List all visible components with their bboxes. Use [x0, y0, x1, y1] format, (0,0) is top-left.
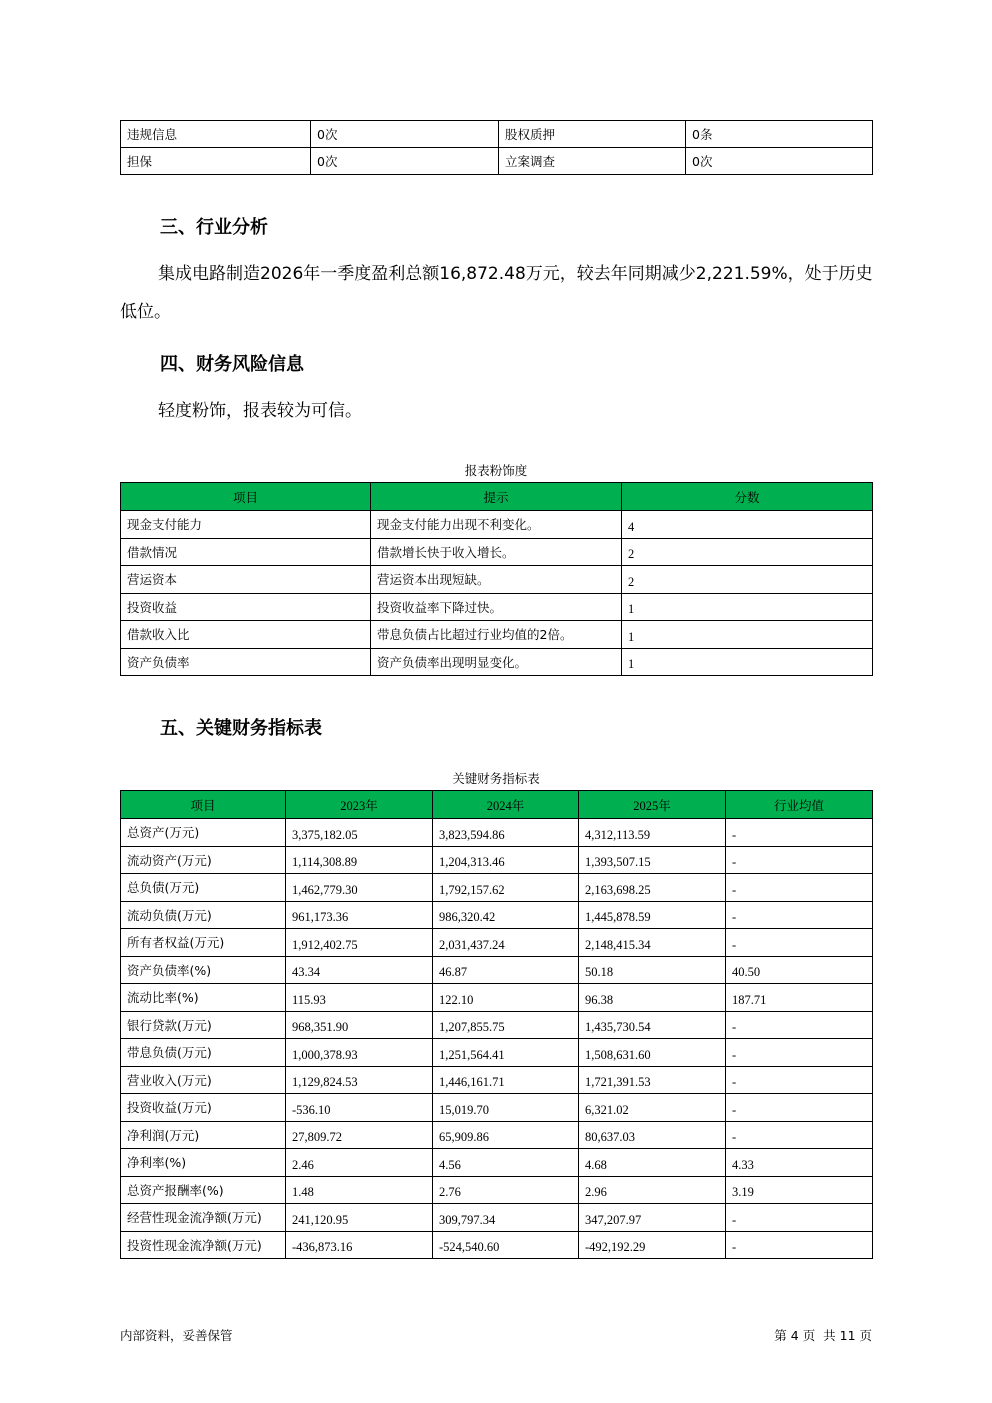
indicator-name-cell: 资产负债率(%)	[121, 956, 286, 984]
risk-value-cell: 0次	[311, 148, 499, 175]
indicator-name-cell: 经营性现金流净额(万元)	[121, 1204, 286, 1232]
table-row	[121, 956, 873, 984]
indicator-value-cell: 1,721,391.53	[579, 1066, 726, 1094]
table-row	[121, 538, 873, 566]
indicator-value-cell: 1,207,855.75	[433, 1011, 579, 1039]
indicator-name-cell: 总负债(万元)	[121, 874, 286, 902]
risk-value-cell: 0次	[686, 148, 873, 175]
table-row	[121, 1121, 873, 1149]
table-row	[121, 648, 873, 676]
indicator-value-cell: 4.33	[726, 1149, 873, 1177]
column-header: 2023年	[286, 791, 433, 819]
indicator-value-cell: 1,462,779.30	[286, 874, 433, 902]
indicator-value-cell: 1,446,161.71	[433, 1066, 579, 1094]
indicator-value-cell: -	[726, 1231, 873, 1259]
column-header: 行业均值	[726, 791, 873, 819]
table-row	[121, 566, 873, 594]
indicator-value-cell: 1,792,157.62	[433, 874, 579, 902]
item-cell: 借款收入比	[121, 621, 371, 649]
indicator-value-cell: 46.87	[433, 956, 579, 984]
risk-label-cell: 立案调查	[499, 148, 686, 175]
table-row	[121, 1039, 873, 1067]
indicator-value-cell: 40.50	[726, 956, 873, 984]
indicator-value-cell: -	[726, 819, 873, 847]
indicator-value-cell: 1,508,631.60	[579, 1039, 726, 1067]
indicator-value-cell: 1.48	[286, 1176, 433, 1204]
section-5-heading: 五、关键财务指标表	[160, 718, 322, 739]
indicator-name-cell: 净利率(%)	[121, 1149, 286, 1177]
indicator-value-cell: 2.76	[433, 1176, 579, 1204]
score-cell: 2	[622, 566, 873, 594]
indicator-value-cell: 241,120.95	[286, 1204, 433, 1232]
indicator-value-cell: 961,173.36	[286, 901, 433, 929]
table-row	[121, 874, 873, 902]
indicator-value-cell: 80,637.03	[579, 1121, 726, 1149]
whitewash-table	[120, 482, 873, 676]
table-row	[121, 1011, 873, 1039]
indicator-value-cell: -	[726, 846, 873, 874]
indicator-name-cell: 流动负债(万元)	[121, 901, 286, 929]
indicator-value-cell: 1,251,564.41	[433, 1039, 579, 1067]
item-cell: 资产负债率	[121, 648, 371, 676]
indicator-value-cell: 1,114,308.89	[286, 846, 433, 874]
indicator-name-cell: 流动比率(%)	[121, 984, 286, 1012]
indicator-name-cell: 投资性现金流净额(万元)	[121, 1231, 286, 1259]
indicator-value-cell: 2,031,437.24	[433, 929, 579, 957]
indicator-name-cell: 营业收入(万元)	[121, 1066, 286, 1094]
whitewash-table-caption: 报表粉饰度	[464, 463, 528, 478]
table-row	[121, 846, 873, 874]
indicator-value-cell: 986,320.42	[433, 901, 579, 929]
table-row	[121, 984, 873, 1012]
indicator-table	[120, 790, 873, 1259]
indicator-value-cell: 1,435,730.54	[579, 1011, 726, 1039]
indicator-value-cell: 1,000,378.93	[286, 1039, 433, 1067]
indicator-value-cell: -	[726, 929, 873, 957]
hint-cell: 带息负债占比超过行业均值的2倍。	[371, 621, 622, 649]
score-cell: 1	[622, 648, 873, 676]
page-number: 第 4 页 共 11 页	[774, 1328, 872, 1343]
hint-cell: 营运资本出现短缺。	[371, 566, 622, 594]
indicator-value-cell: 1,445,878.59	[579, 901, 726, 929]
indicator-value-cell: 3.19	[726, 1176, 873, 1204]
table-row	[121, 1231, 873, 1259]
indicator-value-cell: 1,393,507.15	[579, 846, 726, 874]
risk-value-cell: 0条	[686, 121, 873, 148]
score-cell: 4	[622, 511, 873, 539]
section-4-heading: 四、财务风险信息	[160, 354, 304, 375]
indicator-value-cell: 3,375,182.05	[286, 819, 433, 847]
indicator-value-cell: 1,912,402.75	[286, 929, 433, 957]
table-row	[121, 901, 873, 929]
indicator-value-cell: 2,148,415.34	[579, 929, 726, 957]
table-row	[121, 593, 873, 621]
indicator-value-cell: -	[726, 874, 873, 902]
indicator-name-cell: 银行贷款(万元)	[121, 1011, 286, 1039]
hint-cell: 资产负债率出现明显变化。	[371, 648, 622, 676]
indicator-value-cell: 4,312,113.59	[579, 819, 726, 847]
indicator-name-cell: 带息负债(万元)	[121, 1039, 286, 1067]
indicator-value-cell: 122.10	[433, 984, 579, 1012]
indicator-value-cell: 309,797.34	[433, 1204, 579, 1232]
indicator-value-cell: 1,204,313.46	[433, 846, 579, 874]
indicator-value-cell: 43.34	[286, 956, 433, 984]
table-row	[121, 1149, 873, 1177]
indicator-name-cell: 总资产报酬率(%)	[121, 1176, 286, 1204]
indicator-name-cell: 净利润(万元)	[121, 1121, 286, 1149]
table-row	[121, 148, 873, 175]
table-row	[121, 1176, 873, 1204]
indicator-value-cell: -	[726, 1011, 873, 1039]
indicator-value-cell: -436,873.16	[286, 1231, 433, 1259]
indicator-name-cell: 投资收益(万元)	[121, 1094, 286, 1122]
indicator-value-cell: -	[726, 1039, 873, 1067]
column-header: 2024年	[433, 791, 579, 819]
indicator-value-cell: 2.96	[579, 1176, 726, 1204]
section-4-paragraph: 轻度粉饰，报表较为可信。	[158, 401, 362, 421]
table-row	[121, 1094, 873, 1122]
indicator-value-cell: 96.38	[579, 984, 726, 1012]
indicator-value-cell: 65,909.86	[433, 1121, 579, 1149]
column-header: 2025年	[579, 791, 726, 819]
score-cell: 2	[622, 538, 873, 566]
indicator-table-caption: 关键财务指标表	[452, 771, 540, 786]
indicator-value-cell: 1,129,824.53	[286, 1066, 433, 1094]
indicator-value-cell: -	[726, 1094, 873, 1122]
score-cell: 1	[622, 621, 873, 649]
indicator-value-cell: 2.46	[286, 1149, 433, 1177]
indicator-value-cell: 15,019.70	[433, 1094, 579, 1122]
table-row	[121, 819, 873, 847]
indicator-value-cell: 27,809.72	[286, 1121, 433, 1149]
indicator-name-cell: 流动资产(万元)	[121, 846, 286, 874]
section-3-paragraph: 集成电路制造2026年一季度盈利总额16,872.48万元，较去年同期减少2,221.59%，处于历史低位。	[120, 264, 873, 322]
indicator-name-cell: 总资产(万元)	[121, 819, 286, 847]
indicator-value-cell: -	[726, 901, 873, 929]
footer-note: 内部资料，妥善保管	[120, 1328, 233, 1343]
hint-cell: 现金支付能力出现不利变化。	[371, 511, 622, 539]
column-header: 提示	[371, 483, 622, 511]
indicator-value-cell: 115.93	[286, 984, 433, 1012]
table-row	[121, 121, 873, 148]
table-row	[121, 929, 873, 957]
indicator-value-cell: -	[726, 1066, 873, 1094]
risk-info-table	[120, 120, 873, 175]
indicator-value-cell: -492,192.29	[579, 1231, 726, 1259]
section-3-heading: 三、行业分析	[160, 217, 268, 238]
indicator-value-cell: 347,207.97	[579, 1204, 726, 1232]
indicator-value-cell: 968,351.90	[286, 1011, 433, 1039]
indicator-value-cell: -	[726, 1121, 873, 1149]
column-header: 项目	[121, 791, 286, 819]
indicator-value-cell: -536.10	[286, 1094, 433, 1122]
indicator-value-cell: 6,321.02	[579, 1094, 726, 1122]
indicator-value-cell: 50.18	[579, 956, 726, 984]
indicator-value-cell: 187.71	[726, 984, 873, 1012]
hint-cell: 借款增长快于收入增长。	[371, 538, 622, 566]
indicator-value-cell: 3,823,594.86	[433, 819, 579, 847]
table-row	[121, 1204, 873, 1232]
column-header: 分数	[622, 483, 873, 511]
indicator-value-cell: -	[726, 1204, 873, 1232]
item-cell: 借款情况	[121, 538, 371, 566]
score-cell: 1	[622, 593, 873, 621]
risk-label-cell: 股权质押	[499, 121, 686, 148]
indicator-value-cell: 2,163,698.25	[579, 874, 726, 902]
indicator-name-cell: 所有者权益(万元)	[121, 929, 286, 957]
table-row	[121, 1066, 873, 1094]
item-cell: 现金支付能力	[121, 511, 371, 539]
hint-cell: 投资收益率下降过快。	[371, 593, 622, 621]
indicator-value-cell: 4.56	[433, 1149, 579, 1177]
column-header: 项目	[121, 483, 371, 511]
table-row	[121, 511, 873, 539]
item-cell: 营运资本	[121, 566, 371, 594]
risk-value-cell: 0次	[311, 121, 499, 148]
risk-label-cell: 违规信息	[121, 121, 311, 148]
indicator-value-cell: 4.68	[579, 1149, 726, 1177]
table-row	[121, 621, 873, 649]
item-cell: 投资收益	[121, 593, 371, 621]
risk-label-cell: 担保	[121, 148, 311, 175]
indicator-value-cell: -524,540.60	[433, 1231, 579, 1259]
